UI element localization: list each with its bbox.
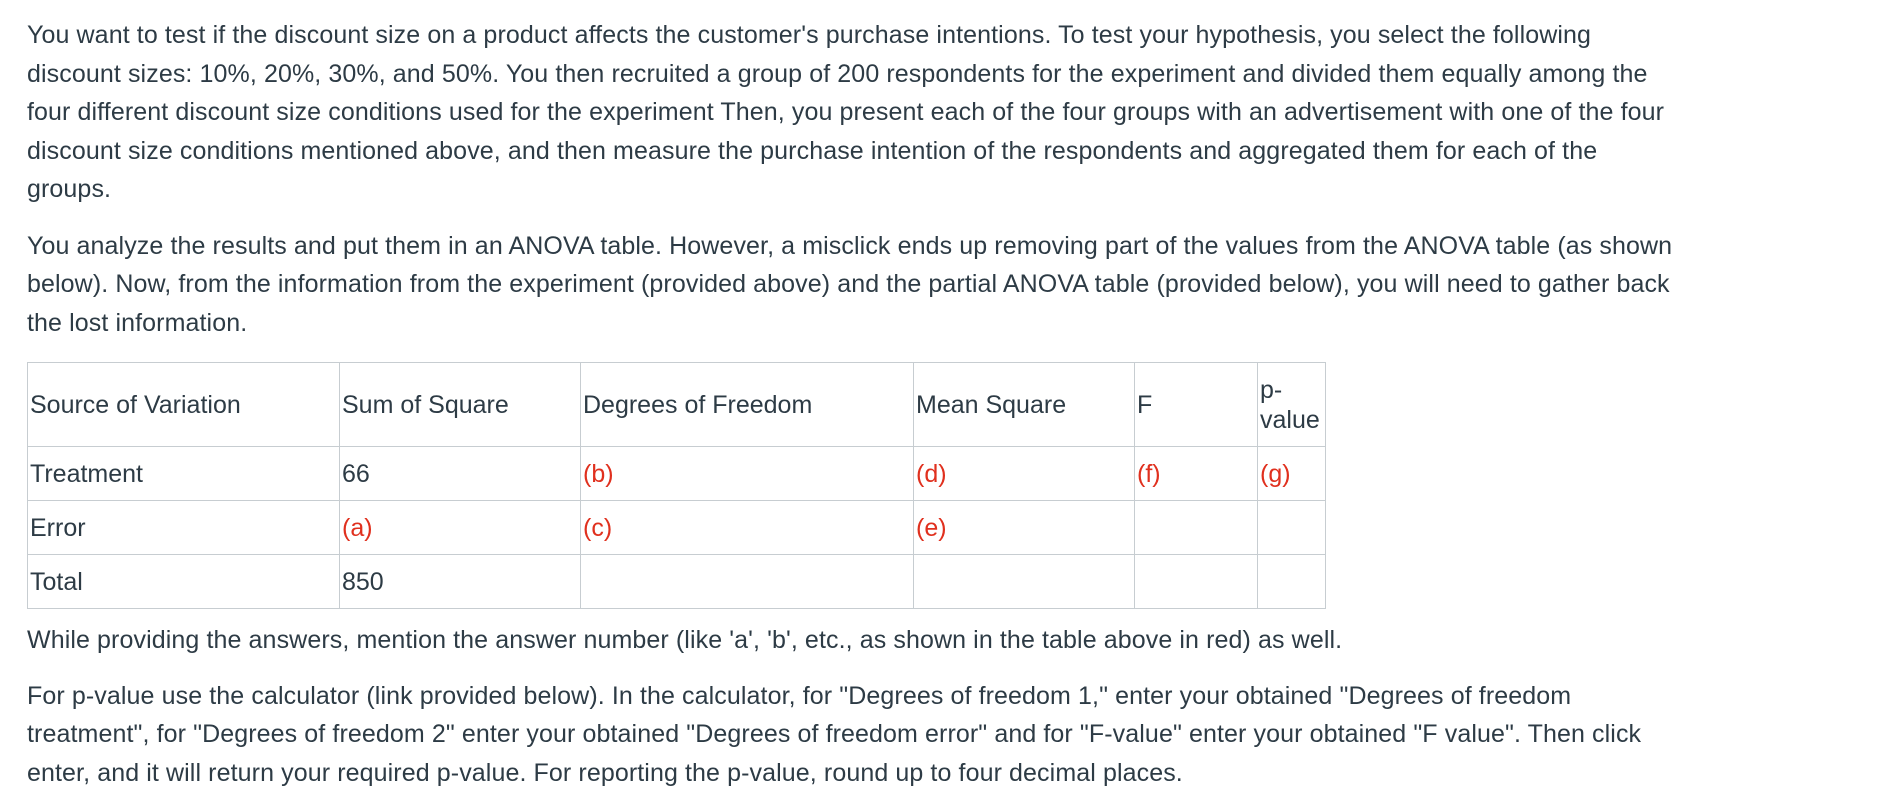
cell-f-empty <box>1135 555 1258 609</box>
table-row-error <box>28 501 1326 555</box>
anova-table <box>27 362 1326 609</box>
header-p-value: p-value <box>1258 363 1326 447</box>
header-sum-of-square: Sum of Square <box>340 363 581 447</box>
instructions-paragraph-1: While providing the answers, mention the answer number (like 'a', 'b', etc., as shown in the table above in red) as well. <box>27 626 1343 654</box>
cell-ss: 66 <box>340 447 581 501</box>
instructions-paragraph-2: For p-value use the calculator (link provided below). In the calculator, for "Degrees of freedom 1," enter your obtained "Degrees of freedom treatment", for "Degrees of freedom 2" enter your obtained "Degrees of freedom error" and for "F-value" enter your obtained "F value". Then click enter, and it will return your required p-value. For reporting the p-value, round up to four decimal places. <box>27 681 1642 787</box>
cell-source: Error <box>28 501 340 555</box>
cell-f-empty <box>1135 501 1258 555</box>
table-row-treatment <box>28 447 1326 501</box>
cell-ms-missing-d: (d) <box>914 447 1135 501</box>
header-source: Source of Variation <box>28 363 340 447</box>
cell-source: Treatment <box>28 447 340 501</box>
header-f: F <box>1135 363 1258 447</box>
cell-ms-missing-e: (e) <box>914 501 1135 555</box>
cell-f-missing-f: (f) <box>1135 447 1258 501</box>
cell-p-empty <box>1258 555 1326 609</box>
cell-p-missing-g: (g) <box>1258 447 1326 501</box>
cell-ss-missing-a: (a) <box>340 501 581 555</box>
cell-df-empty <box>581 555 914 609</box>
intro-paragraph-1: You want to test if the discount size on a product affects the customer's purchase intentions. To test your hypothesis, you select the following discount sizes: 10%, 20%, 30%, and 50%. You then recruited a group of 200 respondents for the experiment and divided them equally among the four different discount size conditions used for the experiment Then, you present each of the four groups with an advertisement with one of the four discount size conditions mentioned above, and then measure the purchase intention of the respondents and aggregated them for each of the groups. <box>27 21 1665 203</box>
table-row-total <box>28 555 1326 609</box>
cell-df-missing-c: (c) <box>581 501 914 555</box>
cell-p-empty <box>1258 501 1326 555</box>
cell-ss: 850 <box>340 555 581 609</box>
intro-paragraph-2: You analyze the results and put them in an ANOVA table. However, a misclick ends up removing part of the values from the ANOVA table (as shown below). Now, from the information from the experiment (provided above) and the partial ANOVA table (provided below), you will need to gather back the lost information. <box>27 231 1673 337</box>
cell-source: Total <box>28 555 340 609</box>
table-header-row <box>28 363 1326 447</box>
cell-df-missing-b: (b) <box>581 447 914 501</box>
cell-ms-empty <box>914 555 1135 609</box>
header-mean-square: Mean Square <box>914 363 1135 447</box>
question-content <box>27 16 1687 792</box>
header-degrees-of-freedom: Degrees of Freedom <box>581 363 914 447</box>
